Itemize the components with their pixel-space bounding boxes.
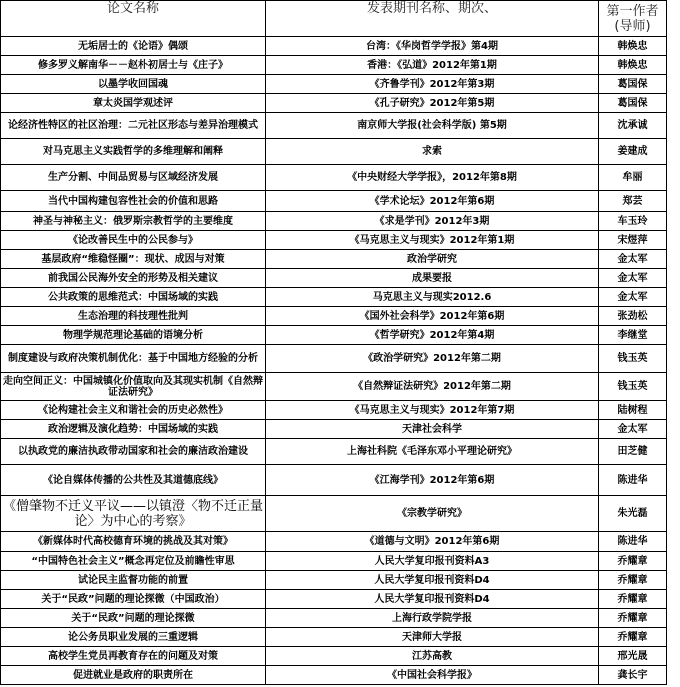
journal-name: 上海社科院《毛泽东邓小平理论研究》	[266, 439, 599, 465]
paper-title: 关于“民政”问题的理论探微	[1, 609, 266, 628]
table-row	[1, 345, 667, 373]
paper-title: 对马克思主义实践哲学的多维理解和阐释	[1, 139, 266, 165]
journal-name: 《马克思主义与现实》2012年第7期	[266, 401, 599, 420]
journal-name: 《自然辩证法研究》2012年第二期	[266, 373, 599, 401]
first-author: 陈进华	[599, 465, 667, 496]
journal-name: 《求是学刊》2012年3期	[266, 212, 599, 231]
paper-title: 政治逻辑及演化趋势：中国场域的实践	[1, 420, 266, 439]
first-author: 李继堂	[599, 326, 667, 345]
table-row	[1, 56, 667, 75]
journal-name: 香港：《弘道》2012年第1期	[266, 56, 599, 75]
paper-title: 《新媒体时代高校德育环境的挑战及其对策》	[1, 532, 266, 552]
journal-name: 天津社会科学	[266, 420, 599, 439]
first-author: 车玉玲	[599, 212, 667, 231]
paper-title: 促进就业是政府的职责所在	[1, 666, 266, 685]
paper-title: 物理学规范理论基础的语境分析	[1, 326, 266, 345]
table-row	[1, 231, 667, 250]
header-title: 论文名称	[1, 1, 266, 37]
first-author: 朱光磊	[599, 496, 667, 532]
first-author: 乔耀章	[599, 571, 667, 590]
first-author: 姜建成	[599, 139, 667, 165]
journal-name: 天津师大学报	[266, 628, 599, 647]
journal-name: 江苏高教	[266, 647, 599, 666]
journal-name: 《孔子研究》2012年第5期	[266, 94, 599, 113]
paper-title: 前我国公民海外安全的形势及相关建议	[1, 269, 266, 288]
table-row	[1, 609, 667, 628]
table-row	[1, 139, 667, 165]
table-row	[1, 94, 667, 113]
journal-name: 《宗教学研究》	[266, 496, 599, 532]
paper-title: 试论民主监督功能的前置	[1, 571, 266, 590]
journal-name: 求索	[266, 139, 599, 165]
table-row	[1, 269, 667, 288]
journal-name: 政治学研究	[266, 250, 599, 269]
table-row	[1, 465, 667, 496]
journal-name: 《政治学研究》2012年第二期	[266, 345, 599, 373]
journal-name: 《哲学研究》2012年第4期	[266, 326, 599, 345]
table-row	[1, 401, 667, 420]
first-author: 郑芸	[599, 191, 667, 212]
first-author: 沈承诚	[599, 113, 667, 139]
paper-title: 高校学生党员再教育存在的问题及对策	[1, 647, 266, 666]
first-author: 乔耀章	[599, 609, 667, 628]
first-author: 龚长宇	[599, 666, 667, 685]
header-author-line2: (导师)	[614, 18, 651, 34]
header-row	[1, 1, 667, 37]
table-row	[1, 628, 667, 647]
first-author: 葛国保	[599, 94, 667, 113]
first-author: 金太军	[599, 250, 667, 269]
paper-title: 章太炎国学观述评	[1, 94, 266, 113]
first-author: 金太军	[599, 288, 667, 307]
journal-name: 成果要报	[266, 269, 599, 288]
table-row	[1, 307, 667, 326]
first-author: 乔耀章	[599, 552, 667, 571]
table-row	[1, 191, 667, 212]
header-journal: 发表期刊名称、期次、	[266, 1, 599, 37]
paper-title: 当代中国构建包容性社会的价值和思路	[1, 191, 266, 212]
journal-name: 《中国社会科学报》	[266, 666, 599, 685]
table-row	[1, 439, 667, 465]
first-author: 田芝健	[599, 439, 667, 465]
paper-title: 以执政党的廉洁执政带动国家和社会的廉洁政治建设	[1, 439, 266, 465]
paper-title: 公共政策的思维范式：中国场域的实践	[1, 288, 266, 307]
paper-title: 走向空间正义：中国城镇化价值取向及其现实机制《自然辩证法研究》	[1, 373, 266, 401]
header-author	[599, 1, 667, 37]
first-author: 邢光晟	[599, 647, 667, 666]
table-row	[1, 113, 667, 139]
journal-name: 台湾：《华岗哲学学报》第4期	[266, 37, 599, 56]
table-row	[1, 571, 667, 590]
first-author: 乔耀章	[599, 590, 667, 609]
table-row	[1, 212, 667, 231]
paper-title: 《论构建社会主义和谐社会的历史必然性》	[1, 401, 266, 420]
paper-title: 生产分割、中间品贸易与区域经济发展	[1, 165, 266, 191]
journal-name: 《江海学刊》2012年第6期	[266, 465, 599, 496]
paper-title: 无垢居士的《论语》偶颂	[1, 37, 266, 56]
table-row	[1, 496, 667, 532]
paper-title: 《僧肇物不迁义平议——以镇澄〈物不迁正量论〉为中心的考察》	[1, 496, 266, 532]
first-author: 韩焕忠	[599, 37, 667, 56]
journal-name: 人民大学复印报刊资料D4	[266, 571, 599, 590]
first-author: 金太军	[599, 269, 667, 288]
first-author: 钱玉英	[599, 345, 667, 373]
table-row	[1, 165, 667, 191]
first-author: 陆树程	[599, 401, 667, 420]
first-author: 韩焕忠	[599, 56, 667, 75]
paper-title: 关于“民政”问题的理论探微（中国政治）	[1, 590, 266, 609]
table-row	[1, 420, 667, 439]
first-author: 钱玉英	[599, 373, 667, 401]
journal-name: 《中央财经大学学报》，2012年第8期	[266, 165, 599, 191]
paper-title: “中国特色社会主义”概念再定位及前瞻性审思	[1, 552, 266, 571]
paper-title: 《论自媒体传播的公共性及其道德底线》	[1, 465, 266, 496]
first-author: 金太军	[599, 420, 667, 439]
paper-title: 神圣与神秘主义：俄罗斯宗教哲学的主要维度	[1, 212, 266, 231]
table-row	[1, 326, 667, 345]
journal-name: 《学术论坛》2012年第6期	[266, 191, 599, 212]
table-row	[1, 552, 667, 571]
header-author-line1: 第一作者	[606, 3, 659, 19]
paper-title: 以墨学收回国魂	[1, 75, 266, 94]
paper-title: 《论改善民生中的公民参与》	[1, 231, 266, 250]
journal-name: 《马克思主义与现实》2012年第1期	[266, 231, 599, 250]
table-row	[1, 75, 667, 94]
journal-name: 南京师大学报(社会科学版) 第5期	[266, 113, 599, 139]
paper-title: 制度建设与政府决策机制优化：基于中国地方经验的分析	[1, 345, 266, 373]
journal-name: 《齐鲁学刊》2012年第3期	[266, 75, 599, 94]
journal-name: 上海行政学院学报	[266, 609, 599, 628]
table-row	[1, 37, 667, 56]
first-author: 张劲松	[599, 307, 667, 326]
first-author: 牟丽	[599, 165, 667, 191]
table-row	[1, 647, 667, 666]
table-row	[1, 288, 667, 307]
first-author: 葛国保	[599, 75, 667, 94]
table-row	[1, 373, 667, 401]
paper-title: 修多罗义解南华－－赵朴初居士与《庄子》	[1, 56, 266, 75]
first-author: 宋煜萍	[599, 231, 667, 250]
first-author: 陈进华	[599, 532, 667, 552]
journal-name: 《国外社会科学》2012年第6期	[266, 307, 599, 326]
table-row	[1, 590, 667, 609]
journal-name: 人民大学复印报刊资料D4	[266, 590, 599, 609]
journal-name: 《道德与文明》2012年第6期	[266, 532, 599, 552]
table-row	[1, 666, 667, 685]
journal-name: 马克思主义与现实2012.6	[266, 288, 599, 307]
paper-title: 基层政府“维稳怪圈”：现状、成因与对策	[1, 250, 266, 269]
paper-title: 论经济性特区的社区治理：二元社区形态与差异治理模式	[1, 113, 266, 139]
first-author: 乔耀章	[599, 628, 667, 647]
paper-title: 论公务员职业发展的三重逻辑	[1, 628, 266, 647]
paper-title: 生态治理的科技理性批判	[1, 307, 266, 326]
journal-name: 人民大学复印报刊资料A3	[266, 552, 599, 571]
table-row	[1, 250, 667, 269]
table-row	[1, 532, 667, 552]
